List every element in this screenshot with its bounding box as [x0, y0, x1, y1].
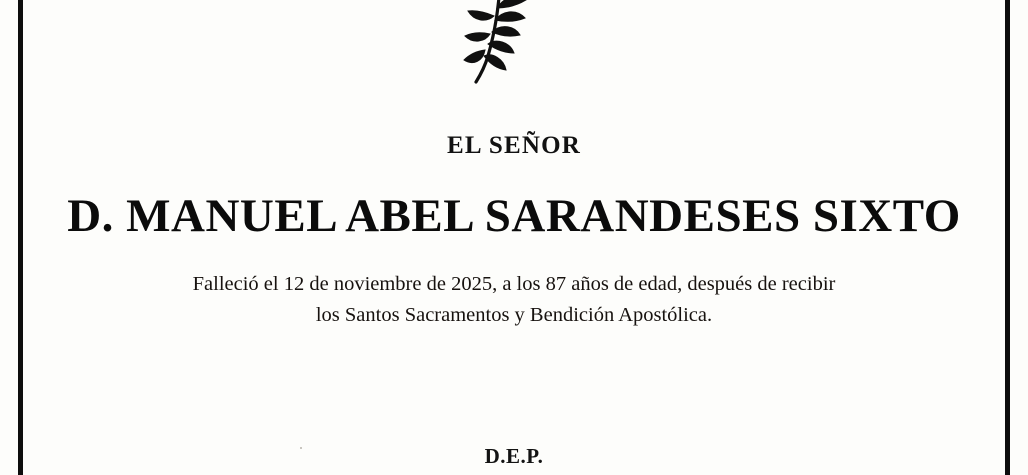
- death-details-line-2: los Santos Sacramentos y Bendición Apostólica.: [315, 304, 713, 327]
- deceased-name: D. MANUEL ABEL SARANDESES SIXTO: [67, 190, 961, 242]
- honorific-eyebrow: EL SEÑOR: [447, 132, 581, 159]
- olive-branch-icon: [40, 0, 988, 86]
- rest-in-peace-text: D.E.P.: [484, 444, 544, 468]
- death-details-line-1: Falleció el 12 de noviembre de 2025, a los 87 años de edad, después de recibir: [192, 273, 836, 296]
- mourning-rule-left: [18, 0, 23, 475]
- mourning-rule-right: [1005, 0, 1010, 475]
- death-details: [193, 269, 836, 331]
- notice-content: [40, 0, 988, 475]
